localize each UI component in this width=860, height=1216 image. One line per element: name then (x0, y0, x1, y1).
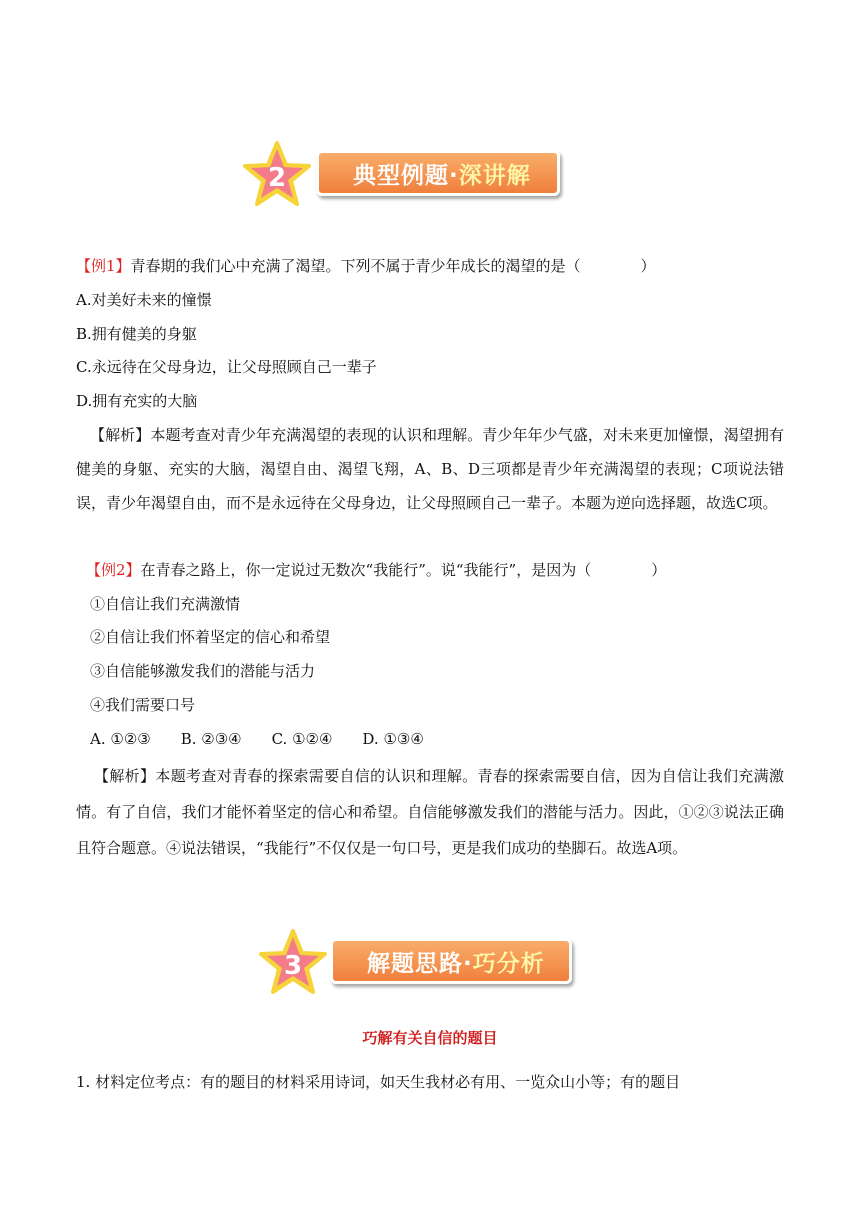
example2-item-3: ③自信能够激发我们的潜能与活力 (90, 662, 316, 680)
banner-title: 解题思路·巧分析 (367, 950, 545, 977)
example1-option-c: C.永远待在父母身边，让父母照顾自己一辈子 (76, 358, 377, 376)
example1-analysis: 【解析】本题考查对青少年充满渴望的表现的认识和理解。青少年年少气盛，对未来更加憧憬，渴望拥有健美的身躯、充实的大脑，渴望自由、渴望飞翔，A、B、D三项都是青少年充满渴望的表现；C项说法错误，青少年渴望自由，而不是永远待在父母身边，让父母照顾自己一辈子。本题为逆向选择题，故选C项。 (76, 426, 784, 512)
star-number: 2 (267, 163, 287, 193)
star-number-icon (242, 140, 312, 210)
example1-option-a: A.对美好未来的憧憬 (76, 291, 212, 309)
banner-box (316, 150, 560, 196)
example2-item-1: ①自信让我们充满激情 (90, 595, 241, 613)
example2-choices: A. ①②③ B. ②③④ C. ①②④ D. ①③④ (90, 730, 424, 748)
example1-question: 【例1】青春期的我们心中充满了渴望。下列不属于青少年成长的渴望的是（ ） (76, 257, 656, 275)
section-subtitle: 巧解有关自信的题目 (362, 1029, 498, 1047)
example2-tag: 【例2】 (86, 561, 141, 579)
star-number-icon (258, 928, 328, 998)
example1-option-d: D.拥有充实的大脑 (76, 392, 198, 410)
example2-item-2: ②自信让我们怀着坚定的信心和希望 (90, 628, 331, 646)
section-banner-2 (242, 140, 562, 210)
banner-box (330, 938, 572, 984)
banner-title: 典型例题·深讲解 (353, 162, 531, 189)
example1-tag: 【例1】 (76, 257, 131, 275)
star-number: 3 (283, 951, 303, 981)
example1-option-b: B.拥有健美的身躯 (76, 325, 197, 343)
example2-item-4: ④我们需要口号 (90, 696, 196, 714)
example2-analysis: 【解析】本题考查对青春的探索需要自信的认识和理解。青春的探索需要自信，因为自信让我们充满激情。有了自信，我们才能怀着坚定的信心和希望。自信能够激发我们的潜能与活力。因此，①②③说法正确且符合题意。④说法错误，“我能行”不仅仅是一句口号，更是我们成功的垫脚石。故选A项。 (76, 767, 784, 857)
section-banner-3 (258, 928, 578, 998)
example2-question: 【例2】在青春之路上，你一定说过无数次“我能行”。说“我能行”，是因为（ ） (86, 561, 667, 579)
point-1: 1. 材料定位考点：有的题目的材料采用诗词，如天生我材必有用、一览众山小等；有的题目 (76, 1073, 681, 1091)
